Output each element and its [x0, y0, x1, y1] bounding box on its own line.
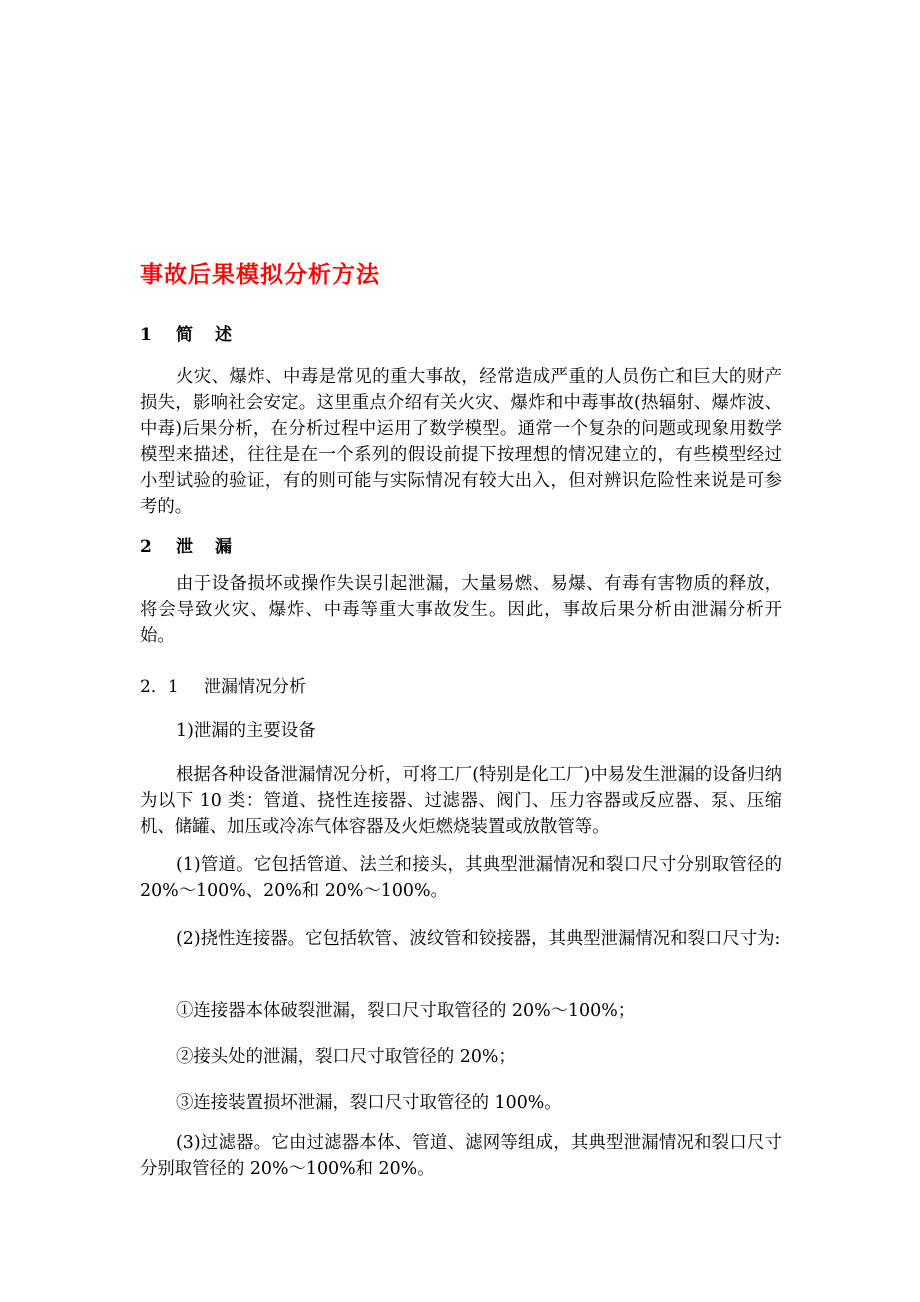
- section-2-1-title: 泄漏情况分析: [204, 677, 306, 697]
- section-2-heading: [140, 532, 254, 557]
- filter-paragraph: (3)过滤器。它由过滤器本体、管道、滤网等组成，其典型泄漏情况和裂口尺寸分别取管径的 20%～100%和 20%。: [140, 1133, 782, 1179]
- flex-item-3: ③连接装置损坏泄漏，裂口尺寸取管径的 100%。: [176, 1093, 562, 1113]
- flex-connector-paragraph: (2)挠性连接器。它包括软管、波纹管和铰接器，其典型泄漏情况和裂口尺寸为:: [176, 929, 781, 949]
- section-2-title: 泄漏: [176, 537, 254, 557]
- section-1-paragraph: 火灾、爆炸、中毒是常见的重大事故，经常造成严重的人员伤亡和巨大的财产损失，影响社会安定。这里重点介绍有关火灾、爆炸和中毒事故(热辐射、爆炸波、中毒)后果分析，在分析过程中运用了数学模型。通常一个复杂的问题或现象用数学模型来描述，往往是在一个系列的假设前提下按理想的情况建立的，有些模型经过小型试验的验证，有的则可能与实际情况有较大出入，但对辨识危险性来说是可参考的。: [140, 367, 782, 517]
- section-2-1-heading: [140, 672, 306, 697]
- document-title: 事故后果模拟分析方法: [140, 261, 380, 288]
- section-1-title: 简述: [176, 325, 254, 345]
- section-2-number: 2: [140, 537, 152, 557]
- flex-item-2: ②接头处的泄漏，裂口尺寸取管径的 20%；: [176, 1047, 516, 1067]
- item-1-label: 1)泄漏的主要设备: [176, 721, 316, 741]
- section-2-paragraph: 由于设备损坏或操作失误引起泄漏，大量易燃、易爆、有毒有害物质的释放，将会导致火灾、爆炸、中毒等重大事故发生。因此，事故后果分析由泄漏分析开始。: [140, 574, 782, 646]
- flex-item-1: ①连接器本体破裂泄漏，裂口尺寸取管径的 20%～100%；: [176, 1001, 636, 1021]
- section-1-number: 1: [140, 325, 152, 345]
- section-1-heading: [140, 320, 254, 345]
- section-2-1-number: 2．1: [140, 677, 179, 697]
- equipment-paragraph: 根据各种设备泄漏情况分析，可将工厂(特别是化工厂)中易发生泄漏的设备归纳为以下 10 类：管道、挠性连接器、过滤器、阀门、压力容器或反应器、泵、压缩机、储罐、加压或冷冻气体容器及火炬燃烧装置或放散管等。: [140, 765, 782, 837]
- pipe-paragraph: (1)管道。它包括管道、法兰和接头，其典型泄漏情况和裂口尺寸分别取管径的 20%～100%、20%和 20%～100%。: [140, 855, 782, 901]
